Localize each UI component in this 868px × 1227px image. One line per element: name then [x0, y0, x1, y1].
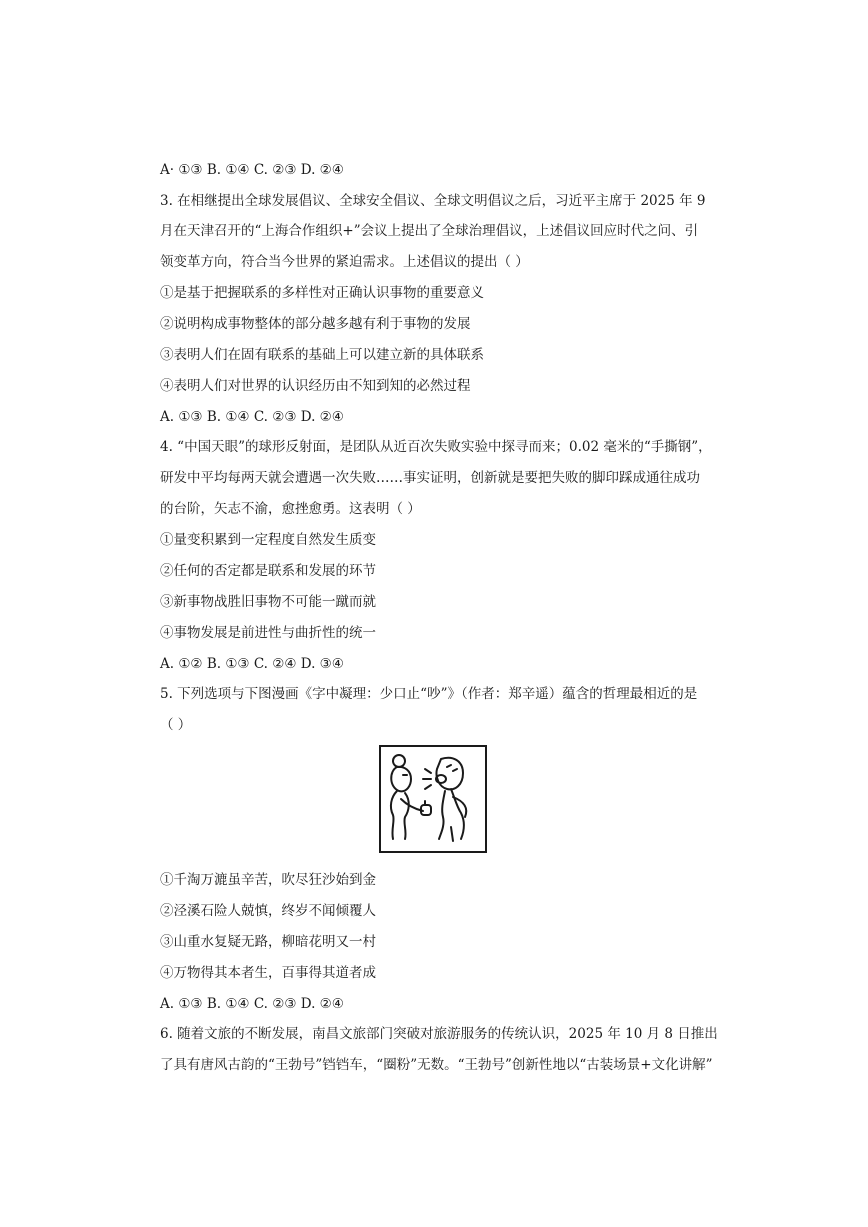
- q5-option-4: ④万物得其本者生，百事得其道者成: [160, 965, 376, 981]
- q4-option-3: ③新事物战胜旧事物不可能一蹴而就: [160, 594, 376, 610]
- q6-stem-line-2: 了具有唐风古韵的“王勃号”铛铛车，“圈粉”无数。“王勃号”创新性地以“古装场景+文化讲解”: [160, 1057, 713, 1073]
- q3-answer-options: A. ①③ B. ①④ C. ②③ D. ②④: [160, 409, 344, 425]
- q3-option-4: ④表明人们对世界的认识经历由不知到知的必然过程: [160, 378, 471, 394]
- q6-stem-line-1: 6. 随着文旅的不断发展，南昌文旅部门突破对旅游服务的传统认识，2025 年 10 月 8 日推出: [160, 1026, 718, 1042]
- q3-option-3: ③表明人们在固有联系的基础上可以建立新的具体联系: [160, 347, 484, 363]
- q5-option-2: ②泾溪石险人兢慎，终岁不闻倾覆人: [160, 903, 376, 919]
- q4-stem-line-3: 的台阶，矢志不渝，愈挫愈勇。这表明（ ）: [160, 501, 421, 517]
- q4-stem-line-2: 研发中平均每两天就会遭遇一次失败……事实证明，创新就是要把失败的脚印踩成通往成功: [160, 470, 700, 486]
- q5-stem-line-2: （ ）: [160, 717, 192, 733]
- q4-stem-line-1: 4. “中国天眼”的球形反射面，是团队从近百次失败实验中探寻而来；0.02 毫米的“手撕钢”，: [160, 439, 712, 455]
- q4-option-1: ①量变积累到一定程度自然发生质变: [160, 532, 376, 548]
- q2-answer-options: A· ①③ B. ①④ C. ②③ D. ②④: [160, 162, 344, 178]
- cartoon-drawing: [381, 747, 485, 851]
- q3-stem-line-3: 领变革方向，符合当今世界的紧迫需求。上述倡议的提出（ ）: [160, 254, 529, 270]
- q3-option-1: ①是基于把握联系的多样性对正确认识事物的重要意义: [160, 285, 484, 301]
- q3-stem-line-2: 月在天津召开的“上海合作组织+”会议上提出了全球治理倡议，上述倡议回应时代之问、引: [160, 223, 699, 239]
- q3-option-2: ②说明构成事物整体的部分越多越有利于事物的发展: [160, 316, 471, 332]
- q4-answer-options: A. ①② B. ①③ C. ②④ D. ③④: [160, 656, 344, 672]
- q5-answer-options: A. ①③ B. ①④ C. ②③ D. ②④: [160, 996, 344, 1012]
- q5-stem-line-1: 5. 下列选项与下图漫画《字中凝理：少口止“吵”》（作者：郑辛遥）蕴含的哲理最相近的是: [160, 686, 698, 702]
- cartoon-illustration: [379, 745, 487, 853]
- q4-option-2: ②任何的否定都是联系和发展的环节: [160, 563, 376, 579]
- q5-option-1: ①千淘万漉虽辛苦，吹尽狂沙始到金: [160, 872, 376, 888]
- q3-stem-line-1: 3. 在相继提出全球发展倡议、全球安全倡议、全球文明倡议之后，习近平主席于 2025 年 9: [160, 193, 706, 209]
- q5-option-3: ③山重水复疑无路，柳暗花明又一村: [160, 934, 376, 950]
- q4-option-4: ④事物发展是前进性与曲折性的统一: [160, 625, 376, 641]
